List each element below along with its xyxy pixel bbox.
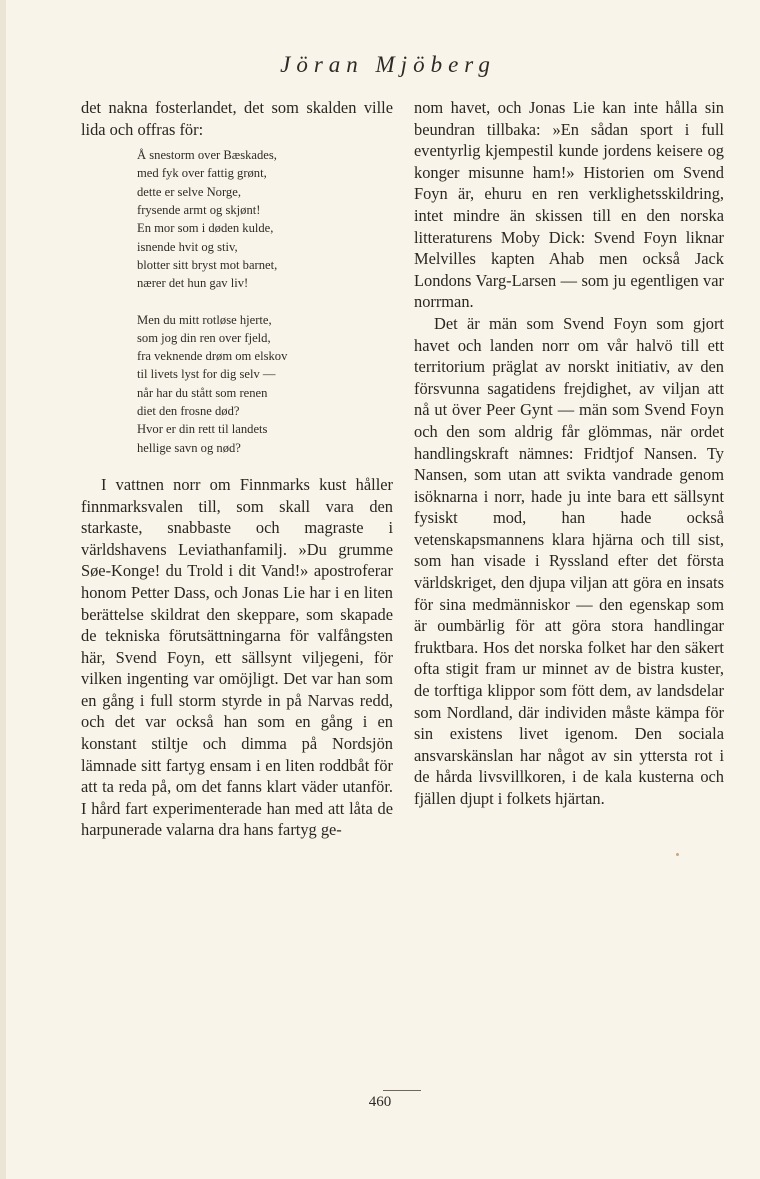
- right-column: [414, 97, 724, 810]
- poem-line: til livets lyst for dig selv —: [137, 367, 276, 382]
- running-header: [0, 52, 760, 78]
- page-number-rule: [383, 1090, 421, 1091]
- page-number: 460: [368, 1094, 392, 1110]
- left-column: [81, 97, 393, 841]
- poem-line: Hvor er din rett til landets: [137, 422, 268, 437]
- left-intro-text: det nakna fosterlandet, det som skalden ville lida och offras för:: [81, 98, 393, 139]
- poem-line: blotter sitt bryst mot barnet,: [137, 257, 278, 272]
- poem-block: [137, 146, 393, 457]
- left-body-paragraph: I vattnen norr om Finnmarks kust håller finnmarksvalen till, som skall vara den starkaste, snabbaste och magraste i världshavens Leviathanfamilj. »Du grumme Søe-Konge! du Trold i dit Vand!» apostroferar honom Petter Dass, och Jonas Lie har i en liten berättelse skildrat den skeppare, som skapade de tekniska förutsättningarna för valfångsten här, Svend Foyn, ett sällsynt viljegeni, för vilken ingenting var omöjligt. Det var han som en gång i full storm styrde in på Narvas redd, och det var också han som en gång i en konstant stiltje och dimma på Nordsjön lämnade sitt fartyg ensam i en liten roddbåt för att ta reda på, om det fanns klart väder utanför. I hård fart experimenterade han med att låta de harpunerade valarna dra hans fartyg ge-: [81, 474, 393, 840]
- poem-line: Å snestorm over Bæskades,: [137, 148, 277, 163]
- poem-line: når har du stått som renen: [137, 385, 268, 400]
- poem-line: dette er selve Norge,: [137, 184, 241, 199]
- poem-line: nærer det hun gav liv!: [137, 276, 249, 291]
- poem-line: isnende hvit og stiv,: [137, 239, 238, 254]
- paper-speck: [676, 853, 679, 856]
- poem-stanza-2: [137, 311, 393, 457]
- poem-line: En mor som i døden kulde,: [137, 221, 274, 236]
- poem-line: hellige savn og nød?: [137, 440, 241, 455]
- poem-stanza-1: [137, 146, 393, 292]
- poem-line: Men du mitt rotløse hjerte,: [137, 312, 272, 327]
- poem-line: frysende armt og skjønt!: [137, 203, 261, 218]
- poem-line: diet den frosne død?: [137, 404, 240, 419]
- right-body-paragraph-1: nom havet, och Jonas Lie kan inte hålla sin beundran tillbaka: »En sådan sport i full eventyrlig kjempestil kunde jordens keisere og konger misunne ham!» Historien om Svend Foyn är, ehuru en ren verklighetsskildring, intet mindre än skissen till en den norska litteraturens Moby Dick: Svend Foyn liknar Melvilles kapten Ahab men också Jack Londons Varg-Larsen — som ju egentligen var norrman.: [414, 98, 724, 312]
- running-title: Jöran Mjöberg: [280, 52, 496, 77]
- page-edge-shadow: [0, 0, 6, 1179]
- poem-line: som jog din ren over fjeld,: [137, 330, 271, 345]
- poem-line: fra veknende drøm om elskov: [137, 349, 288, 364]
- poem-line: med fyk over fattig grønt,: [137, 166, 267, 181]
- right-body-paragraph-2: Det är män som Svend Foyn som gjort havet och landen norr om vår halvö till ett territorium präglat av norskt initiativ, av den försvunna sagatidens frejdighet, av viljan att nå ut över Peer Gynt — män som Svend Foyn och den som aldrig får glömmas, när ordet handlingskraft nämnes: Fridtjof Nansen. Ty Nansen, som utan att svikta vandrade genom isöknarna i norr, hade ju inte bara ett sällsynt fysiskt mod, han hade också vetenskapsmannens klara hjärna och till sist, som han visade i Ryssland efter det första världskriget, den djupa viljan att göra en insats för sina medmänniskor — den egenskap som är oumbärlig för att göra stora handlingar fruktbara. Hos det norska folket har den säkert ofta stigit fram ur minnet av de bistra kuster, de torftiga klippor som fött dem, av landsdelar som Nordland, där individen måste kämpa för sin existens livet igenom. Den sociala ansvarskänslan har något av sin yttersta rot i de hårda livsvillkoren, i de kala kusterna och fjällen djupt i folkets hjärtan.: [414, 313, 724, 808]
